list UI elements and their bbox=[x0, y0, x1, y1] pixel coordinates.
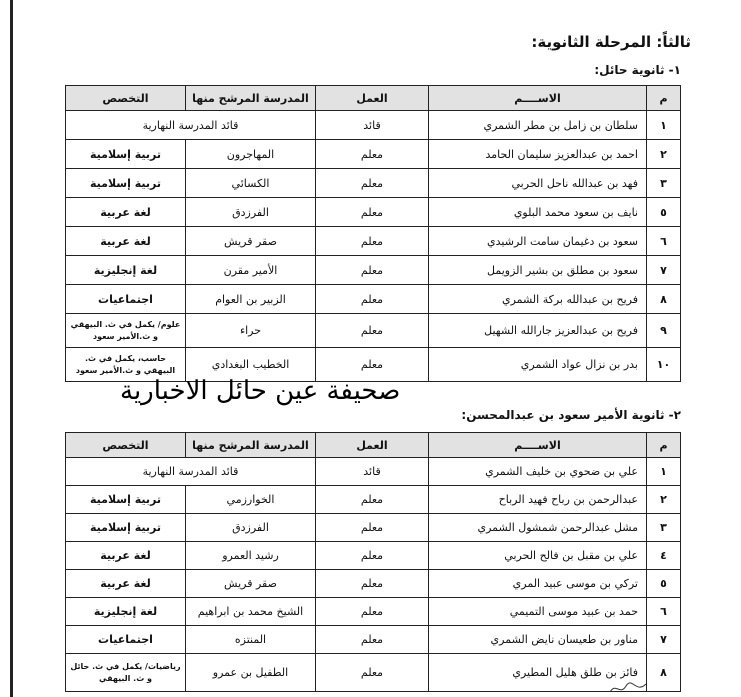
row-name: علي بن مقبل بن فالح الحربي bbox=[429, 542, 647, 570]
table-row bbox=[66, 198, 681, 227]
row-spec: لغة إنجليزية bbox=[66, 256, 186, 285]
table-row bbox=[66, 314, 681, 348]
row-job: قائد bbox=[316, 111, 429, 140]
table-row bbox=[66, 514, 681, 542]
row-num: ٤ bbox=[647, 542, 681, 570]
row-num: ٦ bbox=[647, 227, 681, 256]
row-name: سعود بن مطلق بن بشير الزويمل bbox=[429, 256, 647, 285]
row-num: ٨ bbox=[647, 654, 681, 692]
section-heading: ثالثاً: المرحلة الثانوية: bbox=[531, 33, 691, 51]
row-spec: اجتماعيات bbox=[66, 285, 186, 314]
table-row bbox=[66, 486, 681, 514]
col-header-num: م bbox=[647, 433, 681, 458]
row-num: ٥ bbox=[647, 198, 681, 227]
row-spec: رياضيات/ يكمل في ث. حائل و ث. البيهقي bbox=[66, 654, 186, 692]
table-row bbox=[66, 570, 681, 598]
row-job: معلم bbox=[316, 598, 429, 626]
row-num: ٩ bbox=[647, 314, 681, 348]
table-row bbox=[66, 256, 681, 285]
row-school: صقر قريش bbox=[186, 227, 316, 256]
col-header-school: المدرسة المرشح منها bbox=[186, 433, 316, 458]
row-name: فريح بن عبدالعزيز جارالله الشهيل bbox=[429, 314, 647, 348]
row-num: ١٠ bbox=[647, 348, 681, 382]
school-2-title: ٢- ثانوية الأمير سعود بن عبدالمحسن: bbox=[461, 408, 681, 422]
row-spec: علوم/ يكمل في ث. البيهقي و ث.الأمير سعود bbox=[66, 314, 186, 348]
col-header-school: المدرسة المرشح منها bbox=[186, 86, 316, 111]
row-name: تركي بن موسى عبيد المري bbox=[429, 570, 647, 598]
table-row bbox=[66, 285, 681, 314]
row-school: الزبير بن العوام bbox=[186, 285, 316, 314]
row-school: الفرزدق bbox=[186, 514, 316, 542]
school-1-title: ١- ثانوية حائل: bbox=[594, 63, 681, 77]
row-num: ٧ bbox=[647, 256, 681, 285]
row-job: معلم bbox=[316, 227, 429, 256]
row-school: الخوارزمي bbox=[186, 486, 316, 514]
col-header-num: م bbox=[647, 86, 681, 111]
watermark-text: صحيفة عين حائل الاخبارية bbox=[120, 376, 401, 406]
row-school: قائد المدرسة النهارية bbox=[66, 458, 316, 486]
table-header-row bbox=[66, 433, 681, 458]
row-num: ٢ bbox=[647, 486, 681, 514]
table-row bbox=[66, 169, 681, 198]
row-num: ٣ bbox=[647, 169, 681, 198]
table-row bbox=[66, 458, 681, 486]
row-school: الخطيب البغدادي bbox=[186, 348, 316, 382]
table-row bbox=[66, 227, 681, 256]
row-school: الكسائي bbox=[186, 169, 316, 198]
col-header-job: العمل bbox=[316, 86, 429, 111]
row-school: الفرزدق bbox=[186, 198, 316, 227]
row-job: معلم bbox=[316, 256, 429, 285]
row-school: رشيد العمرو bbox=[186, 542, 316, 570]
row-num: ٢ bbox=[647, 140, 681, 169]
row-spec: اجتماعيات bbox=[66, 626, 186, 654]
row-name: بدر بن نزال عواد الشمري bbox=[429, 348, 647, 382]
row-job: معلم bbox=[316, 140, 429, 169]
row-spec: تربية إسلامية bbox=[66, 140, 186, 169]
table-row bbox=[66, 140, 681, 169]
row-name: عبدالرحمن بن رباح فهيد الرباح bbox=[429, 486, 647, 514]
col-header-job: العمل bbox=[316, 433, 429, 458]
row-num: ٨ bbox=[647, 285, 681, 314]
row-num: ٧ bbox=[647, 626, 681, 654]
table-row bbox=[66, 598, 681, 626]
row-num: ٥ bbox=[647, 570, 681, 598]
row-school: قائد المدرسة النهارية bbox=[66, 111, 316, 140]
page-left-border bbox=[10, 0, 13, 697]
col-header-spec: التخصص bbox=[66, 433, 186, 458]
row-name: مشل عبدالرحمن شمشول الشمري bbox=[429, 514, 647, 542]
row-job: معلم bbox=[316, 285, 429, 314]
row-name: سلطان بن زامل بن مطر الشمري bbox=[429, 111, 647, 140]
row-name: سعود بن دغيمان سامت الرشيدي bbox=[429, 227, 647, 256]
row-spec: تربية إسلامية bbox=[66, 514, 186, 542]
row-num: ٣ bbox=[647, 514, 681, 542]
col-header-name: الاســــم bbox=[429, 433, 647, 458]
nominees-table-1 bbox=[65, 85, 681, 382]
table-row bbox=[66, 542, 681, 570]
row-name: فريح بن عبدالله بركة الشمري bbox=[429, 285, 647, 314]
row-spec: لغة عربية bbox=[66, 198, 186, 227]
row-spec: تربية إسلامية bbox=[66, 169, 186, 198]
nominees-table-2 bbox=[65, 432, 681, 692]
table-header-row bbox=[66, 86, 681, 111]
row-name: نايف بن سعود محمد البلوي bbox=[429, 198, 647, 227]
row-num: ١ bbox=[647, 458, 681, 486]
row-name: مناور بن طعيسان نايض الشمري bbox=[429, 626, 647, 654]
row-spec: تربية إسلامية bbox=[66, 486, 186, 514]
row-school: حراء bbox=[186, 314, 316, 348]
row-spec: لغة عربية bbox=[66, 542, 186, 570]
table-row bbox=[66, 626, 681, 654]
row-job: معلم bbox=[316, 486, 429, 514]
table-row bbox=[66, 111, 681, 140]
row-name: فائز بن طلق هليل المطيري bbox=[429, 654, 647, 692]
row-name: فهد بن عبدالله ناحل الحربي bbox=[429, 169, 647, 198]
row-job: قائد bbox=[316, 458, 429, 486]
row-job: معلم bbox=[316, 169, 429, 198]
row-school: الطفيل بن عمرو bbox=[186, 654, 316, 692]
table-row bbox=[66, 654, 681, 692]
row-name: حمد بن عبيد موسى التميمي bbox=[429, 598, 647, 626]
row-school: المهاجرون bbox=[186, 140, 316, 169]
row-job: معلم bbox=[316, 654, 429, 692]
row-school: الشيخ محمد بن ابراهيم bbox=[186, 598, 316, 626]
row-job: معلم bbox=[316, 198, 429, 227]
row-job: معلم bbox=[316, 542, 429, 570]
row-job: معلم bbox=[316, 626, 429, 654]
row-num: ١ bbox=[647, 111, 681, 140]
row-spec: لغة عربية bbox=[66, 227, 186, 256]
row-name: احمد بن عبدالعزيز سليمان الحامد bbox=[429, 140, 647, 169]
row-spec: لغة إنجليزية bbox=[66, 598, 186, 626]
col-header-name: الاســــم bbox=[429, 86, 647, 111]
row-spec: حاسب، يكمل في ث. البيهقي و ث.الأمير سعود bbox=[66, 348, 186, 382]
row-school: صقر قريش bbox=[186, 570, 316, 598]
signature-scribble bbox=[608, 678, 648, 696]
row-school: الأمير مقرن bbox=[186, 256, 316, 285]
row-spec: لغة عربية bbox=[66, 570, 186, 598]
row-job: معلم bbox=[316, 314, 429, 348]
row-school: المنتزه bbox=[186, 626, 316, 654]
col-header-spec: التخصص bbox=[66, 86, 186, 111]
row-job: معلم bbox=[316, 570, 429, 598]
row-job: معلم bbox=[316, 348, 429, 382]
row-name: علي بن ضحوي بن خليف الشمري bbox=[429, 458, 647, 486]
row-num: ٦ bbox=[647, 598, 681, 626]
row-job: معلم bbox=[316, 514, 429, 542]
